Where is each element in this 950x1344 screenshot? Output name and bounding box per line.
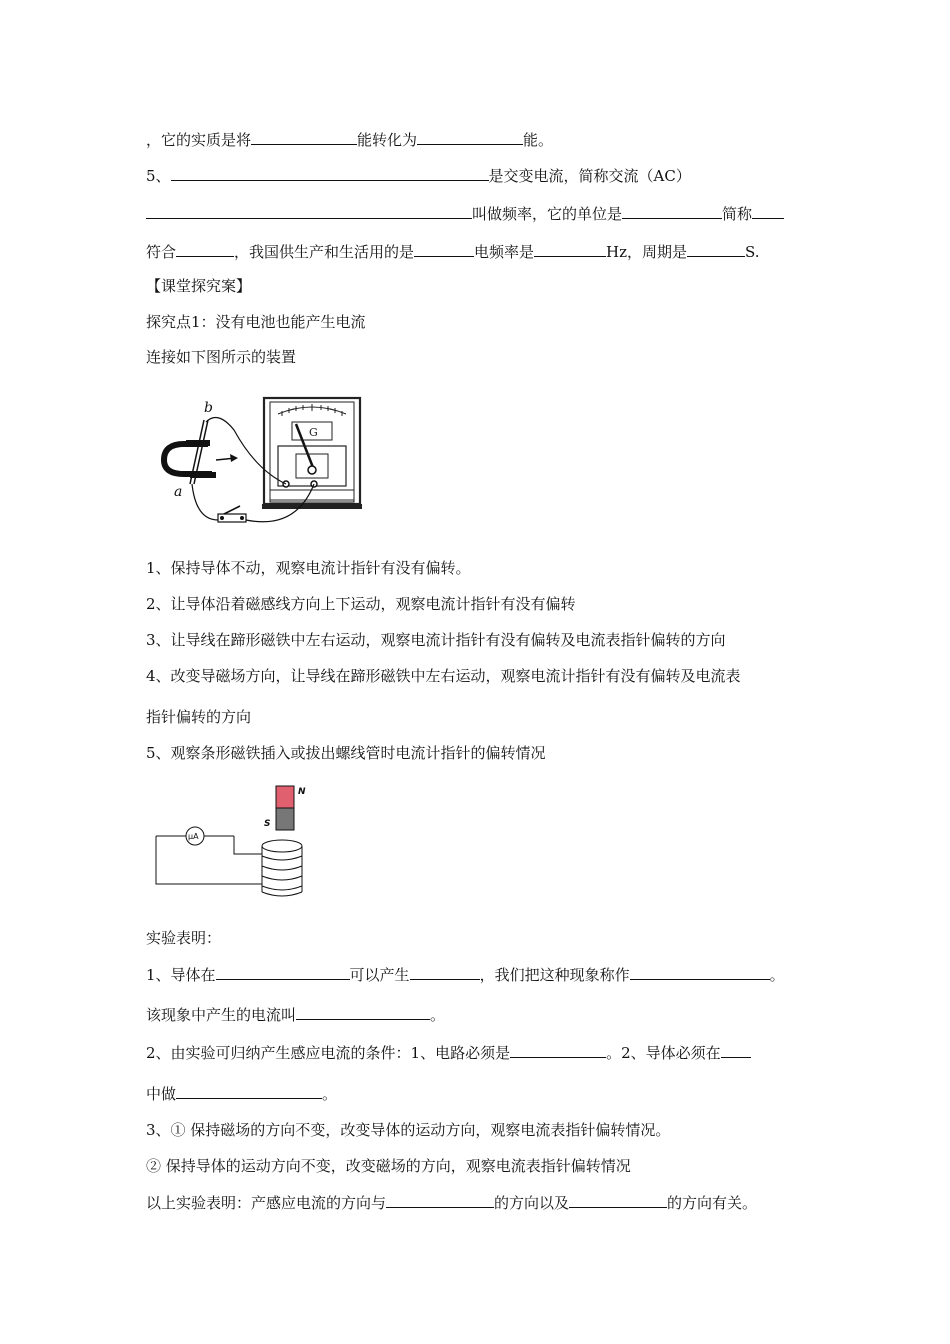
conductor-label-b: b: [204, 400, 213, 416]
step-4-continued: 指针偏转的方向: [146, 708, 252, 726]
blank-energy-to[interactable]: [417, 128, 523, 145]
connect-instruction: 连接如下图所示的装置: [146, 348, 297, 366]
blank-frequency-unit[interactable]: [622, 202, 722, 219]
section-title: 【课堂探究案】: [146, 277, 252, 295]
blank-ac-definition[interactable]: [171, 164, 489, 181]
figure-solenoid-apparatus: [150, 780, 320, 912]
microammeter-label: μA: [188, 832, 199, 841]
blank-unit-abbrev[interactable]: [752, 202, 784, 219]
blank-phenomenon-name[interactable]: [630, 964, 770, 980]
blank-circuit-condition[interactable]: [510, 1042, 606, 1058]
blank-energy-from[interactable]: [251, 128, 357, 145]
result-line-4: 中做 。: [146, 1085, 338, 1103]
fill-line-frequency: 叫做频率，它的单位是 简称: [146, 202, 784, 224]
galvanometer-g-label: G: [309, 426, 318, 439]
result-line-5: 3、① 保持磁场的方向不变，改变导体的运动方向，观察电流表指针偏转情况。: [146, 1121, 671, 1139]
step-3: 3、让导线在蹄形磁铁中左右运动，观察电流计指针有没有偏转及电流表指针偏转的方向: [146, 631, 726, 649]
figure-galvanometer-apparatus: [146, 380, 376, 536]
explore-point-title: 探究点1：没有电池也能产生电流: [146, 313, 366, 331]
blank-conductor-region[interactable]: [721, 1042, 751, 1058]
blank-frequency[interactable]: [534, 240, 606, 257]
magnet-s-label: S: [264, 819, 271, 829]
results-title: 实验表明：: [146, 929, 222, 947]
blank-motion-type[interactable]: [176, 1083, 322, 1099]
fill-line-energy: ，它的实质是将 能转化为 能。: [146, 128, 553, 150]
step-4: 4、改变导磁场方向，让导线在蹄形磁铁中左右运动，观察电流计指针有没有偏转及电流表: [146, 667, 741, 685]
blank-direction-factor-1[interactable]: [386, 1192, 494, 1208]
blank-symbol[interactable]: [176, 240, 234, 257]
result-line-3: 2、由实验可归纳产生感应电流的条件：1、电路必须是 。2、导体必须在: [146, 1042, 751, 1063]
fill-line-china-frequency: 符合 ，我国供生产和生活用的是 电频率是 Hz，周期是 S.: [146, 240, 760, 262]
blank-current-name[interactable]: [296, 1004, 430, 1020]
blank-frequency-definition[interactable]: [146, 202, 472, 219]
result-line-6: ② 保持导体的运动方向不变，改变磁场的方向，观察电流表指针偏转情况: [146, 1157, 631, 1175]
step-2: 2、让导体沿着磁感线方向上下运动，观察电流计指针有没有偏转: [146, 595, 576, 613]
result-line-2: 该现象中产生的电流叫 。: [146, 1006, 446, 1024]
step-5: 5、观察条形磁铁插入或拔出螺线管时电流计指针的偏转情况: [146, 744, 546, 762]
conductor-label-a: a: [174, 484, 183, 500]
result-line-1: 1、导体在 可以产生 ，我们把这种现象称作 。: [146, 966, 785, 984]
fill-line-ac: 5、 是交变电流，简称交流（AC）: [146, 164, 691, 186]
blank-direction-factor-2[interactable]: [569, 1192, 667, 1208]
magnet-n-label: N: [298, 787, 306, 797]
step-1: 1、保持导体不动，观察电流计指针有没有偏转。: [146, 559, 471, 577]
result-line-7: 以上实验表明：产感应电流的方向与 的方向以及 的方向有关。: [146, 1194, 758, 1212]
blank-conductor-condition[interactable]: [216, 964, 350, 980]
blank-period[interactable]: [687, 240, 745, 257]
blank-produced-item[interactable]: [410, 964, 480, 980]
blank-current-type[interactable]: [414, 240, 474, 257]
